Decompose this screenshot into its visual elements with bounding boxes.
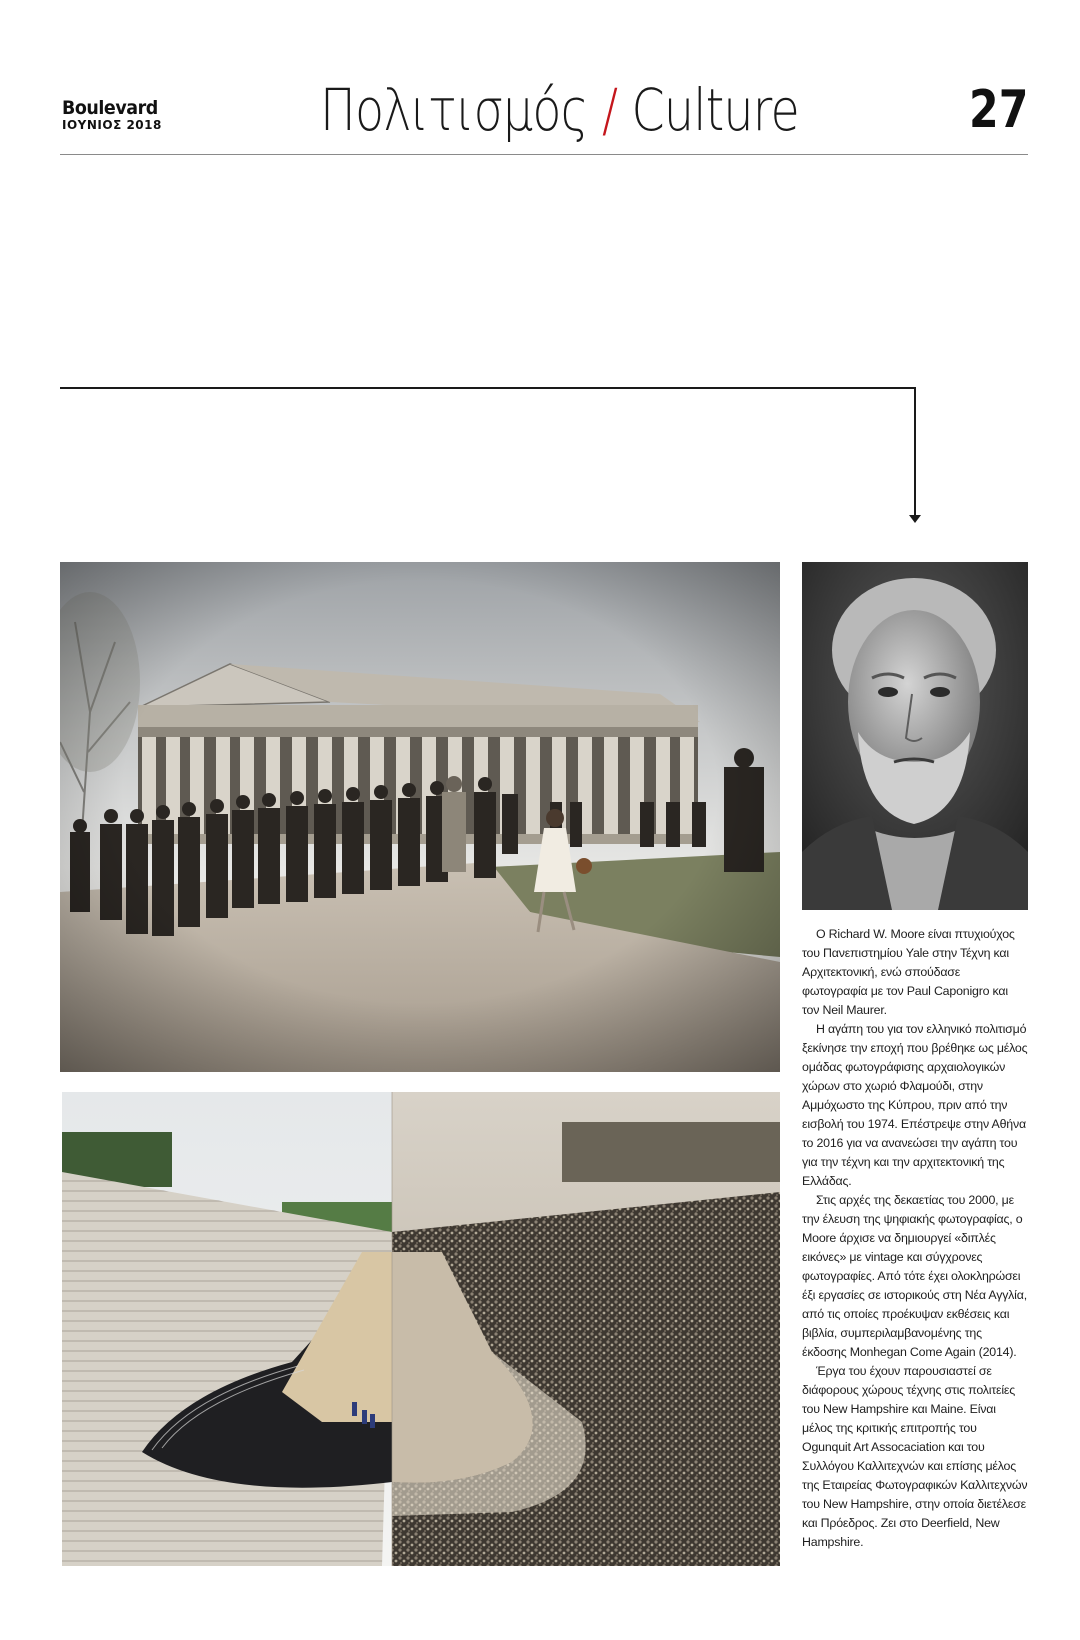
- article-paragraph-3: Στις αρχές της δεκαετίας του 2000, με την έλευση της ψηφιακής φωτογραφίας, ο Moore άρχισε να δημιουργεί «διπλές εικόνες» με vintage και σύγχρονες φωτογραφίες. Από τότε έχει ολοκληρώσει έξι εργασίες σε ιστορικούς στη Νέα Αγγλία, από τις οποίες προέκυψαν εκθέσεις και βιβλία, συμπεριλαμβανομένης της έκδοσης Monhegan Come Again (2014).: [802, 1193, 1027, 1359]
- section-title-separator: /: [601, 76, 618, 144]
- stadium-photo: [62, 1092, 780, 1566]
- masthead: [62, 98, 166, 132]
- connector-line-vertical: [914, 387, 916, 515]
- portrait-photo-art: [802, 562, 1028, 910]
- arrow-down-icon: [909, 515, 921, 523]
- section-title-greek: Πολιτισμός: [320, 76, 588, 144]
- temple-photo-art: [60, 562, 780, 1072]
- stadium-photo-art: [62, 1092, 780, 1566]
- article-body: [802, 925, 1028, 1552]
- issue-date: ΙΟΥΝΙΟΣ 2018: [62, 118, 162, 132]
- section-title-english: Culture: [631, 76, 799, 144]
- header-divider: [60, 154, 1028, 155]
- article-paragraph-2: Η αγάπη του για τον ελληνικό πολιτισμό ξεκίνησε την εποχή που βρέθηκε ως μέλος ομάδας φωτογράφισης αρχαιολογικών χώρων στο χωριό Φλαμούδι, στην Αμμόχωστο της Κύπρου, πριν από την εισβολή του 1974. Επέστρεψε στην Αθήνα το 2016 για να ανανεώσει την αγάπη του για την τέχνη και την αρχιτεκτονική της Ελλάδας.: [802, 1022, 1028, 1188]
- section-title: [320, 72, 799, 148]
- brand-name: Boulevard: [62, 97, 158, 119]
- article-paragraph-1: O Richard W. Moore είναι πτυχιούχος του Πανεπιστημίου Yale στην Τέχνη και Αρχιτεκτονική, ενώ σπούδασε φωτογραφία με τον Paul Caponigro και τον Neil Maurer.: [802, 927, 1015, 1017]
- temple-photo: [60, 562, 780, 1072]
- article-paragraph-4: Έργα του έχουν παρουσιαστεί σε διάφορους χώρους τέχνης στις πολιτείες του New Hampshire και Maine. Είναι μέλος της κριτικής επιτροπής του Ogunquit Art Assocaciation και του Συλλόγου Καλλιτεχνών και επίσης μέλος της Εταιρείας Φωτογραφικών Καλλιτεχνών του New Hampshire, στην οποία διετέλεσε και Πρόεδρος. Ζει στο Deerfield, New Hampshire.: [802, 1364, 1028, 1549]
- connector-line-horizontal: [60, 387, 915, 389]
- portrait-photo: [802, 562, 1028, 910]
- page-number: 27: [968, 80, 1028, 140]
